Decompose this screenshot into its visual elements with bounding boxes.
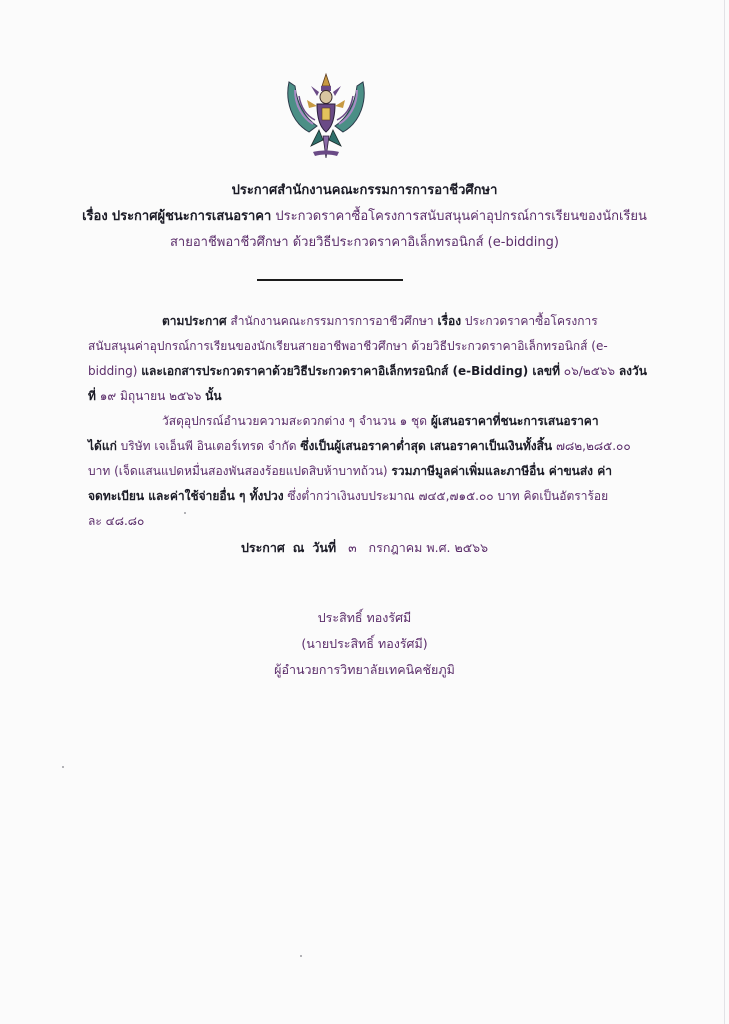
body-text: ซึ่งต่ำกว่าเงินงบประมาณ ๗๔๕,๗๑๕.๐๐ บาท คิดเป็นอัตราร้อย [283, 489, 609, 503]
subject-detail-cont: สายอาชีพอาชีวศึกษา ด้วยวิธีประกวดราคาอิเล็กทรอนิกส์ (e-bidding) [170, 235, 559, 250]
page-edge [724, 0, 725, 1024]
body-text: ๐๖/๒๕๖๖ [559, 364, 619, 378]
announce-day: ๓ [348, 540, 357, 555]
paragraph-line [88, 359, 647, 384]
subject-detail: ประกวดราคาซื้อโครงการสนับสนุนค่าอุปกรณ์การเรียนของนักเรียน [275, 209, 647, 224]
announcement-issuer: ประกาศสำนักงานคณะกรรมการการอาชีวศึกษา [231, 183, 498, 198]
announcement-date [0, 538, 729, 558]
scan-speck [300, 955, 302, 957]
subject-label: เรื่อง [82, 209, 108, 224]
bold-text: ซึ่งเป็นผู้เสนอราคาต่ำสุด เสนอราคาเป็นเงินทั้งสิ้น [300, 439, 553, 453]
body-text: สำนักงานคณะกรรมการการอาชีวศึกษา [226, 314, 438, 328]
signature-printed-name: (นายประสิทธิ์ ทองรัศมี) [301, 636, 428, 651]
paragraph-line [88, 384, 222, 409]
bold-text: นั้น [205, 389, 222, 403]
paragraph-line [88, 434, 631, 459]
bold-text: เรื่อง [437, 314, 462, 328]
bold-text: จดทะเบียน และค่าใช้จ่ายอื่น ๆ ทั้งปวง [88, 489, 284, 503]
body-text: สนับสนุนค่าอุปกรณ์การเรียนของนักเรียนสายอาชีพอาชีวศึกษา ด้วยวิธีประกวดราคาอิเล็กทรอนิกส์ (e- [88, 339, 608, 353]
announcement-subject [0, 208, 729, 226]
scan-speck [184, 512, 186, 514]
paragraph-line [88, 484, 608, 509]
subject-title: ประกาศผู้ชนะการเสนอราคา [111, 209, 272, 224]
paragraph-line [88, 459, 612, 484]
body-text: วัสดุอุปกรณ์อำนวยความสะดวกต่าง ๆ จำนวน ๑ ชุด [162, 414, 431, 428]
signature-name: ประสิทธิ์ ทองรัศมี [317, 610, 412, 625]
paragraph-line [162, 409, 599, 434]
body-text: ๑๙ มิถุนายน ๒๕๖๖ [95, 389, 206, 403]
heading-divider [257, 279, 403, 281]
announce-label: ประกาศ [240, 540, 285, 555]
body-text: ละ ๔๘.๘๐ [88, 514, 145, 528]
announce-at-label: ณ [292, 540, 305, 555]
announce-month-year: กรกฎาคม พ.ศ. ๒๕๖๖ [368, 540, 489, 555]
body-text: bidding) [88, 364, 142, 378]
body-text: ประกวดราคาซื้อโครงการ [461, 314, 598, 328]
garuda-emblem-icon [283, 70, 369, 164]
body-text: บาท (เจ็ดแสนแปดหมื่นสองพันสองร้อยแปดสิบห้าบาทถ้วน) [88, 464, 392, 478]
bold-text: ผู้เสนอราคาที่ชนะการเสนอราคา [430, 414, 599, 428]
bold-text: รวมภาษีมูลค่าเพิ่มและภาษีอื่น ค่าขนส่ง ค่า [391, 464, 612, 478]
bold-text: ลงวัน [618, 364, 647, 378]
paragraph-line [162, 309, 598, 334]
scan-speck [62, 766, 64, 768]
bold-text: ตามประกาศ [162, 314, 227, 328]
body-text: ๗๘๒,๒๘๕.๐๐ [552, 439, 631, 453]
paragraph-line [88, 509, 144, 534]
bold-text: ที่ [88, 389, 96, 403]
bold-text: ได้แก่ [88, 439, 117, 453]
bold-text: และเอกสารประกวดราคาด้วยวิธีประกวดราคาอิเล็กทรอนิกส์ (e-Bidding) เลขที่ [141, 364, 560, 378]
body-text: บริษัท เจเอ็นพี อินเตอร์เทรด จำกัด [116, 439, 301, 453]
signature-position: ผู้อำนวยการวิทยาลัยเทคนิคชัยภูมิ [274, 662, 455, 677]
announce-date-label: วันที่ [312, 540, 337, 555]
paragraph-line [88, 334, 608, 359]
